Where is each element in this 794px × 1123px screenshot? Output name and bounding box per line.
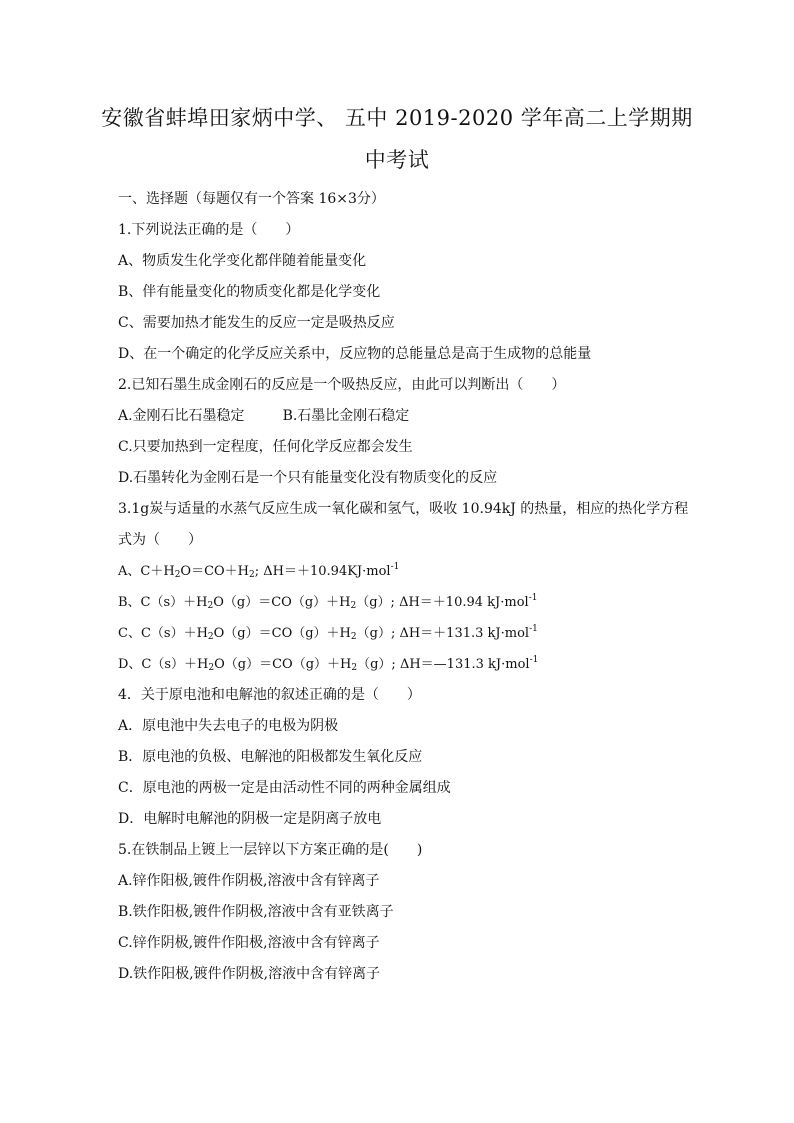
formula-part: D、C（s）＋H (118, 657, 209, 672)
formula-superscript: -1 (529, 624, 538, 634)
formula-part: C、C（s）＋H (118, 626, 208, 641)
formula-part: O（g）＝CO（g）＋H (213, 626, 351, 641)
question-1-stem: 1.下列说法正确的是（ ） (118, 222, 300, 238)
question-3-stem-line-2: 式为（ ） (118, 532, 202, 548)
document-title-line-2: 中考试 (364, 148, 430, 172)
formula-subscript: 2 (350, 601, 357, 611)
question-5-option-a: A.锌作阳极,镀件作阴极,溶液中含有锌离子 (118, 873, 380, 889)
formula-subscript: 2 (249, 570, 255, 580)
formula-part: （g）; ΔH＝＋131.3 kJ·mol (356, 626, 530, 641)
formula-part: O＝CO＋H (180, 564, 250, 579)
question-4-option-d: D．电解时电解池的阴极一定是阴离子放电 (118, 811, 382, 827)
formula-superscript: -1 (529, 655, 539, 665)
formula-part: A、C＋H (118, 564, 175, 579)
formula-superscript: -1 (528, 593, 538, 603)
question-2-option-a: A.金刚石比石墨稳定 (118, 408, 245, 424)
question-1-option-c: C、需要加热才能发生的反应一定是吸热反应 (118, 315, 395, 331)
formula-subscript: 2 (207, 632, 214, 642)
formula-part: （g）; ΔH＝—131.3 kJ·mol (357, 657, 530, 672)
question-5-option-c: C.锌作阴极,镀件作阳极,溶液中含有锌离子 (118, 935, 380, 951)
question-3-stem-line-1: 3.1g炭与适量的水蒸气反应生成一氧化碳和氢气，吸收 10.94kJ 的热量，相应的热化学方程 (118, 501, 689, 517)
question-4-option-b: B．原电池的负极、电解池的阳极都发生氧化反应 (118, 749, 423, 765)
formula-subscript: 2 (174, 570, 181, 580)
question-1-option-b: B、伴有能量变化的物质变化都是化学变化 (118, 284, 381, 300)
document-body (118, 184, 688, 990)
question-2-stem: 2.已知石墨生成金刚石的反应是一个吸热反应，由此可以判断出（ ） (118, 377, 566, 393)
formula-part: O（g）＝CO（g）＋H (213, 595, 351, 610)
question-1-option-a: A、物质发生化学变化都伴随着能量变化 (118, 253, 367, 269)
question-5-option-b: B.铁作阳极,镀件作阴极,溶液中含有亚铁离子 (118, 904, 394, 920)
question-4-option-a: A．原电池中失去电子的电极为阴极 (118, 718, 339, 734)
formula-part: O（g）＝CO（g）＋H (214, 657, 352, 672)
question-3-option-a (118, 556, 688, 587)
question-3-option-c (118, 618, 688, 649)
section-heading: 一、选择题（每题仅有一个答案 16×3分） (118, 191, 385, 207)
question-5-stem: 5.在铁制品上镀上一层锌以下方案正确的是( ) (118, 842, 423, 858)
formula-part: （g）; ΔH＝＋10.94 kJ·mol (356, 595, 529, 610)
document-title-line-1: 安徽省蚌埠田家炳中学、 五中 2019-2020 学年高二上学期期 (101, 106, 693, 130)
formula-part: B、C（s）＋H (118, 595, 208, 610)
question-5-option-d: D.铁作阳极,镀件作阴极,溶液中含有锌离子 (118, 966, 381, 982)
formula-superscript: -1 (390, 562, 400, 572)
question-3-option-b (118, 587, 688, 618)
formula-subscript: 2 (350, 632, 357, 642)
question-4-option-c: C．原电池的两极一定是由活动性不同的两种金属组成 (118, 780, 451, 796)
formula-subscript: 2 (207, 601, 214, 611)
question-1-option-d: D、在一个确定的化学反应关系中，反应物的总能量总是高于生成物的总能量 (118, 346, 592, 362)
question-2-option-d: D.石墨转化为金刚石是一个只有能量变化没有物质变化的反应 (118, 470, 498, 486)
question-2-option-c: C.只要加热到一定程度，任何化学反应都会发生 (118, 439, 413, 455)
question-3-option-d (118, 649, 688, 680)
formula-part: ; ΔH＝＋10.94KJ·mol (254, 564, 391, 579)
question-2-options-ab (118, 401, 688, 432)
formula-subscript: 2 (208, 663, 215, 673)
question-4-stem: 4．关于原电池和电解池的叙述正确的是（ ） (118, 687, 421, 703)
formula-subscript: 2 (351, 663, 358, 673)
question-2-option-b: B.石墨比金刚石稳定 (282, 408, 410, 424)
